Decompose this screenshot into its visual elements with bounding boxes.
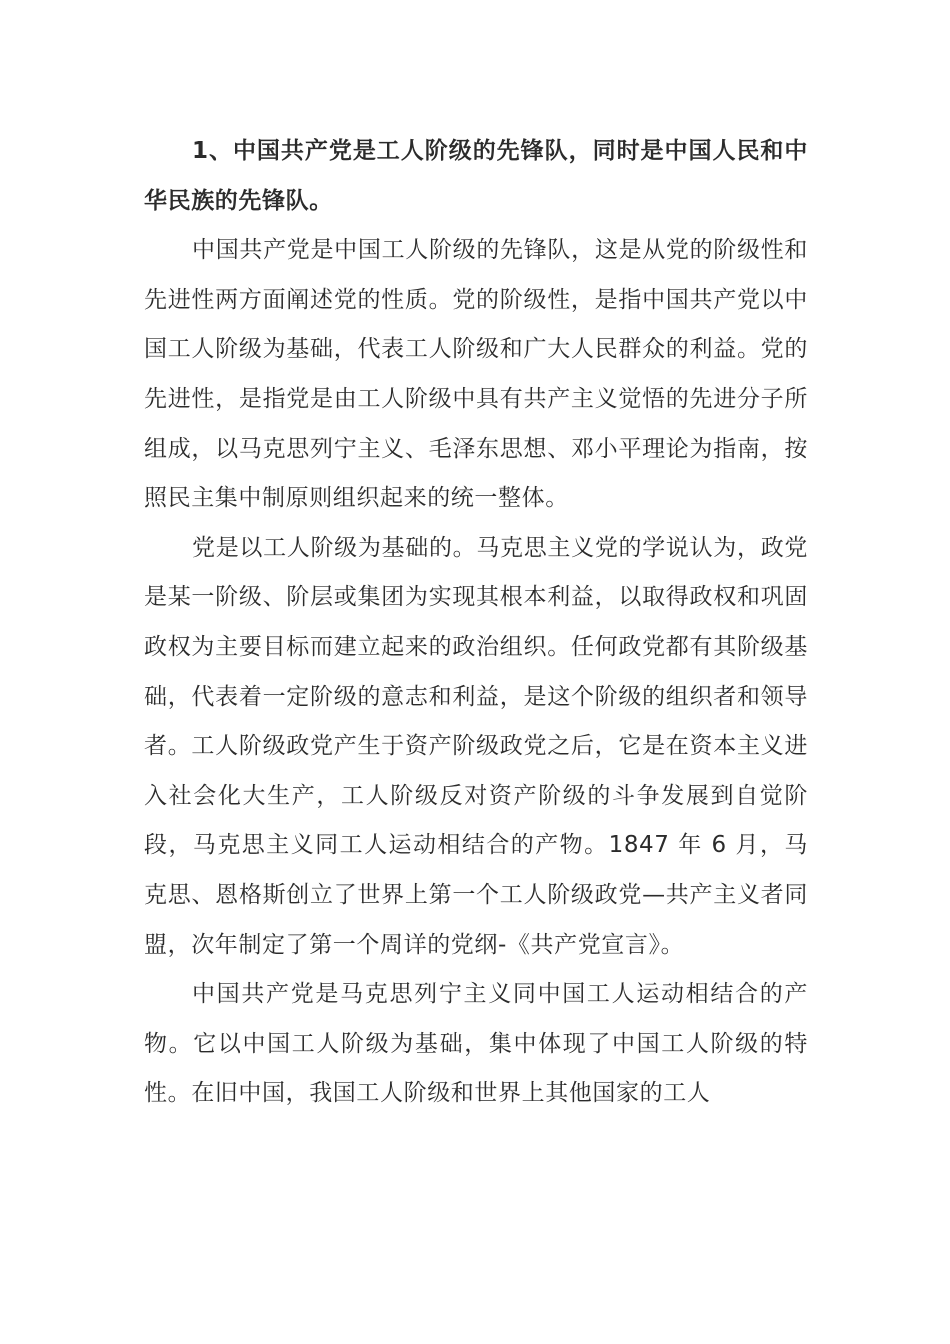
paragraph-party-nature: 中国共产党是中国工人阶级的先锋队，这是从党的阶级性和先进性两方面阐述党的性质。党的阶级性，是指中国共产党以中国工人阶级为基础，代表工人阶级和广大人民群众的利益。党的先进性，是指党是由工人阶级中具有共产主义觉悟的先进分子所组成，以马克思列宁主义、毛泽东思想、邓小平理论为指南，按照民主集中制原则组织起来的统一整体。 [144, 237, 808, 512]
document-body [144, 127, 808, 1119]
section-heading: 1、中国共产党是工人阶级的先锋队，同时是中国人民和中华民族的先锋队。 [144, 138, 808, 214]
paragraph-chinese-workers: 中国共产党是马克思列宁主义同中国工人运动相结合的产物。它以中国工人阶级为基础，集中体现了中国工人阶级的特性。在旧中国，我国工人阶级和世界上其他国家的工人 [144, 981, 808, 1107]
paragraph-class-basis: 党是以工人阶级为基础的。马克思主义党的学说认为，政党是某一阶级、阶层或集团为实现其根本利益，以取得政权和巩固政权为主要目标而建立起来的政治组织。任何政党都有其阶级基础，代表着一定阶级的意志和利益，是这个阶级的组织者和领导者。工人阶级政党产生于资产阶级政党之后，它是在资本主义进入社会化大生产，工人阶级反对资产阶级的斗争发展到自觉阶段，马克思主义同工人运动相结合的产物。1847 年 6 月，马克思、恩格斯创立了世界上第一个工人阶级政党—共产主义者同盟，次年制定了第一个周详的党纲-《共产党宣言》。 [144, 534, 808, 958]
